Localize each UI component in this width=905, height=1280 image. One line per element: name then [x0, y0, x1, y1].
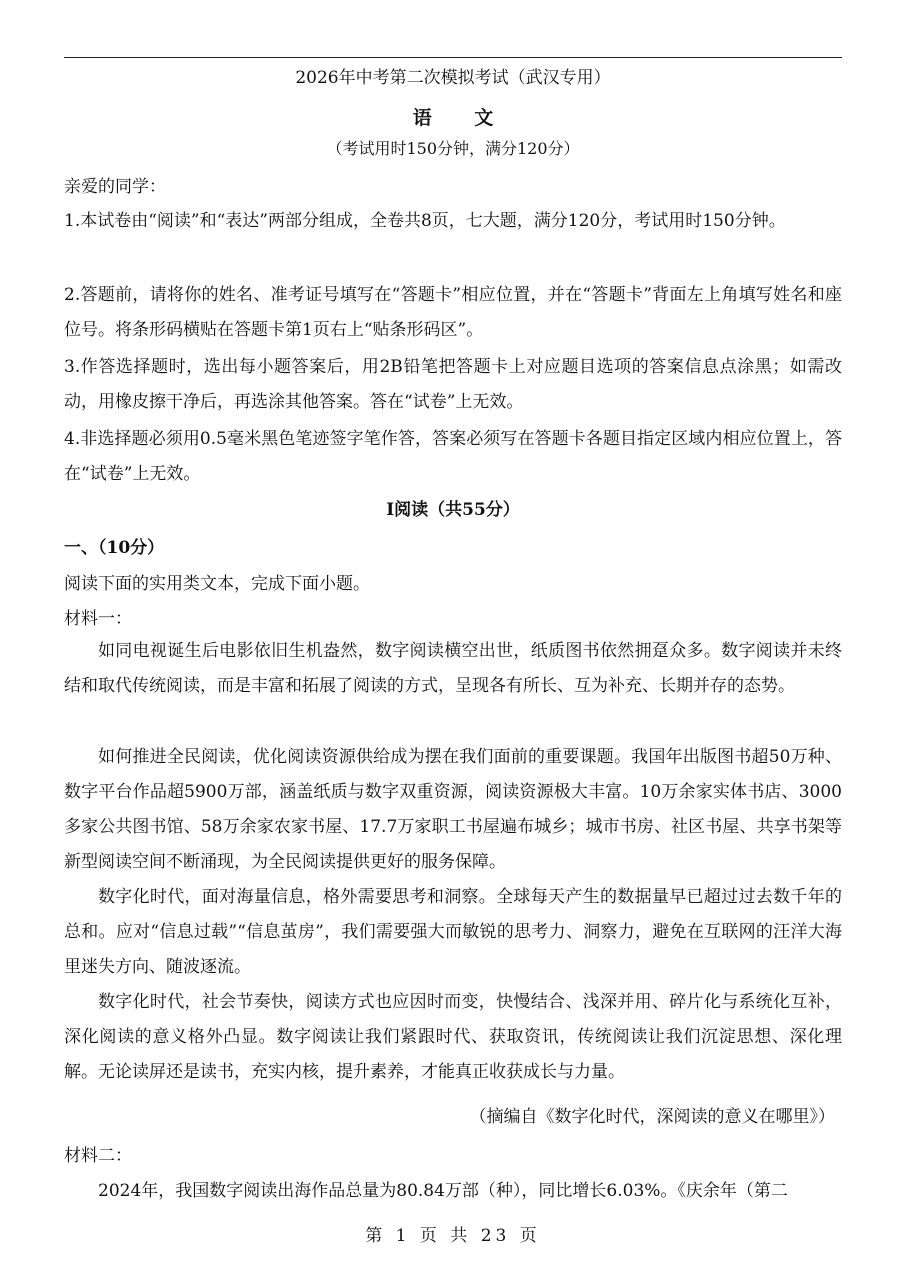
- greeting: 亲爱的同学：: [64, 177, 166, 197]
- material-1-paragraph: 数字化时代，社会节奏快，阅读方式也应因时而变，快慢结合、浅深并用、碎片化与系统化互补，深化阅读的意义格外凸显。数字阅读让我们紧跟时代、获取资讯，传统阅读让我们沉淀思想、深化理解。无论读屏还是读书，充实内核，提升素养，才能真正收获成长与力量。: [64, 992, 842, 1082]
- material-1-source: （摘编自《数字化时代，深阅读的意义在哪里》）: [469, 1107, 835, 1127]
- material-1-label: 材料一：: [64, 609, 132, 629]
- section-heading: Ⅰ阅读（共55分）: [386, 500, 520, 520]
- material-1-paragraph: 数字化时代，面对海量信息，格外需要思考和洞察。全球每天产生的数据量早已超过过去数千年的总和。应对“信息过载”“信息茧房”，我们需要强大而敏锐的思考力、洞察力，避免在互联网的汪洋大海里迷失方向、随波逐流。: [64, 887, 842, 977]
- instruction-3: 3.作答选择题时，选出每小题答案后，用2B铅笔把答题卡上对应题目选项的答案信息点涂黑；如需改动，用橡皮擦干净后，再选涂其他答案。答在“试卷”上无效。: [64, 357, 842, 412]
- header-rule: [64, 57, 842, 58]
- exam-title: 2026年中考第二次模拟考试（武汉专用）: [295, 68, 611, 88]
- question-heading: 一、（10分）: [64, 538, 165, 558]
- material-2-label: 材料二：: [64, 1146, 132, 1166]
- instruction-4: 4.非选择题必须用0.5毫米黑色笔迹签字笔作答，答案必须写在答题卡各题目指定区域内相应位置上，答在“试卷”上无效。: [64, 429, 842, 484]
- page-number: 第 1 页 共 23 页: [365, 1226, 541, 1246]
- material-2-text: 2024年，我国数字阅读出海作品总量为80.84万部（种），同比增长6.03%。《庆余年（第二: [98, 1181, 788, 1201]
- instruction-2: 2.答题前，请将你的姓名、准考证号填写在“答题卡”相应位置，并在“答题卡”背面左上角填写姓名和座位号。将条形码横贴在答题卡第1页右上“贴条形码区”。: [64, 285, 842, 340]
- instruction-1: 1.本试卷由“阅读”和“表达”两部分组成，全卷共8页，七大题，满分120分，考试用时150分钟。: [64, 211, 786, 231]
- exam-time-info: （考试用时150分钟，满分120分）: [326, 139, 580, 158]
- material-1-paragraph: 如同电视诞生后电影依旧生机盎然，数字阅读横空出世，纸质图书依然拥趸众多。数字阅读并未终结和取代传统阅读，而是丰富和拓展了阅读的方式，呈现各有所长、互为补充、长期并存的态势。: [64, 641, 842, 696]
- subject-title: 语 文: [412, 107, 512, 129]
- material-1-paragraph: 如何推进全民阅读，优化阅读资源供给成为摆在我们面前的重要课题。我国年出版图书超50万种、数字平台作品超5900万部，涵盖纸质与数字双重资源，阅读资源极大丰富。10万余家实体书店、3000多家公共图书馆、58万余家农家书屋、17.7万家职工书屋遍布城乡；城市书房、社区书屋、共享书架等新型阅读空间不断涌现，为全民阅读提供更好的服务保障。: [64, 747, 842, 872]
- reading-prompt: 阅读下面的实用类文本，完成下面小题。: [64, 574, 370, 594]
